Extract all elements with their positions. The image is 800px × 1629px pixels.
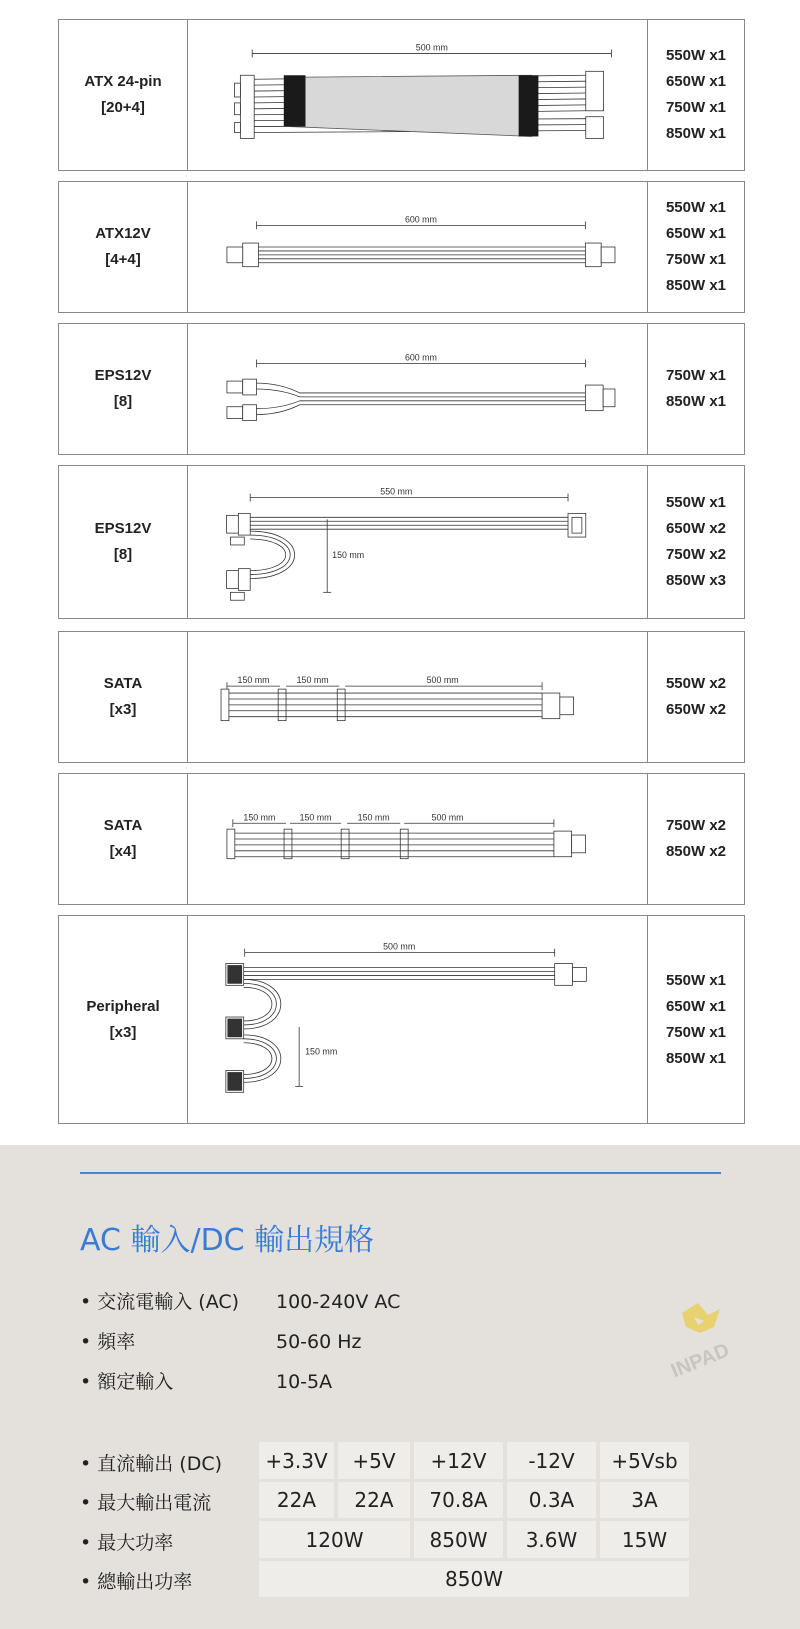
wattage-item: 750W x1 xyxy=(665,1023,727,1041)
dimension-label: 600 mm xyxy=(404,352,437,363)
inpad-watermark-logo xyxy=(664,1295,764,1385)
wattage-list xyxy=(647,632,744,762)
cable-name-line: EPS12V xyxy=(94,520,152,537)
cable-name-line: SATA xyxy=(103,817,143,834)
dimension-label: 500 mm xyxy=(426,675,459,686)
cable-row-eps12v-split xyxy=(58,465,745,619)
dimension-label: 150 mm xyxy=(332,549,365,560)
atx12v-cable-illustration xyxy=(188,182,648,312)
cable-row-atx24 xyxy=(58,19,745,171)
voltage-cell: +5V xyxy=(338,1442,410,1479)
wattage-list xyxy=(647,324,744,454)
max-power-cell: 3.6W xyxy=(507,1521,596,1558)
cable-name-sub: [x3] xyxy=(109,1023,137,1041)
wattage-item: 750W x1 xyxy=(665,251,727,268)
spec-value: 100-240V AC xyxy=(276,1291,401,1313)
atx24-cable-illustration xyxy=(188,20,648,170)
dimension-label: 150 mm xyxy=(299,812,332,823)
dimension-label: 150 mm xyxy=(237,675,270,686)
cable-name-line: ATX12V xyxy=(95,225,151,242)
current-cell: 22A xyxy=(259,1482,334,1518)
wattage-item: 750W x2 xyxy=(665,817,727,834)
eps12v-cable-illustration xyxy=(188,324,648,454)
dimension-label: 500 mm xyxy=(431,812,464,823)
wattage-item: 650W x1 xyxy=(665,73,727,90)
spec-value: 50-60 Hz xyxy=(276,1331,362,1353)
spec-max-power-label: • 最大功率 xyxy=(80,1532,174,1554)
cable-row-peripheral xyxy=(58,915,745,1124)
dimension-label: 150 mm xyxy=(296,675,329,686)
wattage-item: 550W x1 xyxy=(665,199,727,216)
wattage-item: 550W x1 xyxy=(665,47,727,64)
max-power-cell: 120W xyxy=(259,1521,410,1558)
max-power-cell: 15W xyxy=(600,1521,689,1558)
dimension-label: 500 mm xyxy=(383,941,416,952)
voltage-cell: +12V xyxy=(414,1442,503,1479)
dimension-label: 150 mm xyxy=(357,812,390,823)
voltage-cell: +5Vsb xyxy=(600,1442,689,1479)
cable-row-atx12v xyxy=(58,181,745,313)
cable-diagram xyxy=(188,324,648,454)
max-power-cell: 850W xyxy=(414,1521,503,1558)
wattage-item: 550W x2 xyxy=(665,675,727,692)
current-cell: 0.3A xyxy=(507,1482,596,1518)
spec-label: • 額定輸入 xyxy=(80,1371,174,1393)
cable-name-sub: [x3] xyxy=(109,701,137,718)
wattage-list xyxy=(647,774,744,904)
current-cell: 22A xyxy=(338,1482,410,1518)
cable-name xyxy=(59,632,188,762)
wattage-item: 850W x1 xyxy=(665,125,727,142)
wattage-item: 750W x1 xyxy=(665,99,727,116)
wattage-item: 750W x1 xyxy=(665,367,727,384)
dimension-label: 550 mm xyxy=(380,486,413,497)
wattage-item: 850W x1 xyxy=(665,1049,727,1067)
wattage-list xyxy=(647,916,744,1123)
cable-name xyxy=(59,20,188,170)
cable-diagram xyxy=(188,774,648,904)
cable-diagram xyxy=(188,916,648,1123)
spec-value: 10-5A xyxy=(276,1371,333,1393)
cable-row-sata-x3 xyxy=(58,631,745,763)
cable-diagram xyxy=(188,466,648,618)
cable-name-line: Peripheral xyxy=(86,997,160,1015)
cable-name-sub: [4+4] xyxy=(105,251,141,268)
spec-frequency xyxy=(80,1327,362,1354)
cable-name-line: ATX 24-pin xyxy=(84,73,162,90)
wattage-item: 650W x2 xyxy=(665,701,727,718)
peripheral-cable-illustration xyxy=(188,916,648,1123)
watermark-text: INPAD xyxy=(667,1339,733,1383)
spec-total-output-label: • 總輸出功率 xyxy=(80,1571,193,1593)
cable-name xyxy=(59,324,188,454)
wattage-item: 850W x1 xyxy=(665,393,727,410)
cable-name-line: SATA xyxy=(103,675,143,692)
section-heading: AC 輸入/DC 輸出規格 xyxy=(80,1223,375,1258)
wattage-item: 650W x2 xyxy=(665,520,727,537)
wattage-item: 750W x2 xyxy=(665,546,727,563)
current-cell: 3A xyxy=(600,1482,689,1518)
voltage-cell: +3.3V xyxy=(259,1442,334,1479)
spec-rated-input xyxy=(80,1367,332,1394)
ac-dc-spec-section xyxy=(0,1145,800,1629)
sata-x3-cable-illustration xyxy=(188,632,648,762)
cable-name-sub: [20+4] xyxy=(101,99,145,116)
cable-name xyxy=(59,774,188,904)
sata-x4-cable-illustration xyxy=(188,774,648,904)
spec-label: • 交流電輸入 (AC) xyxy=(80,1291,240,1313)
cable-name-sub: [8] xyxy=(113,546,133,563)
wattage-item: 850W x1 xyxy=(665,277,727,294)
dimension-label: 600 mm xyxy=(404,214,437,225)
dimension-label: 150 mm xyxy=(305,1046,338,1057)
cable-name xyxy=(59,466,188,618)
cable-diagram xyxy=(188,632,648,762)
wattage-item: 850W x3 xyxy=(665,572,727,589)
spec-dc-output-label: • 直流輸出 (DC) xyxy=(80,1453,223,1475)
cable-diagram xyxy=(188,182,648,312)
dimension-label: 150 mm xyxy=(243,812,276,823)
wattage-list xyxy=(647,20,744,170)
cable-row-eps12v-single xyxy=(58,323,745,455)
spec-label: • 頻率 xyxy=(80,1331,136,1353)
wattage-item: 850W x2 xyxy=(665,843,727,860)
spec-ac-input xyxy=(80,1287,400,1314)
dimension-label: 500 mm xyxy=(415,42,448,53)
wattage-list xyxy=(647,182,744,312)
spec-max-current-label: • 最大輸出電流 xyxy=(80,1492,212,1514)
cable-name-line: EPS12V xyxy=(94,367,152,384)
wattage-item: 550W x1 xyxy=(665,494,727,511)
wattage-list xyxy=(647,466,744,618)
cable-diagram xyxy=(188,20,648,170)
cable-row-sata-x4 xyxy=(58,773,745,905)
section-divider xyxy=(80,1172,721,1174)
total-output-cell: 850W xyxy=(259,1561,689,1597)
wattage-item: 650W x1 xyxy=(665,997,727,1015)
cable-name-sub: [x4] xyxy=(109,843,137,860)
voltage-cell: -12V xyxy=(507,1442,596,1479)
wattage-item: 550W x1 xyxy=(665,971,727,989)
cable-name-sub: [8] xyxy=(113,393,133,410)
cable-name xyxy=(59,182,188,312)
wattage-item: 650W x1 xyxy=(665,225,727,242)
eps12v-split-cable-illustration xyxy=(188,466,648,618)
cable-name xyxy=(59,916,188,1123)
current-cell: 70.8A xyxy=(414,1482,503,1518)
